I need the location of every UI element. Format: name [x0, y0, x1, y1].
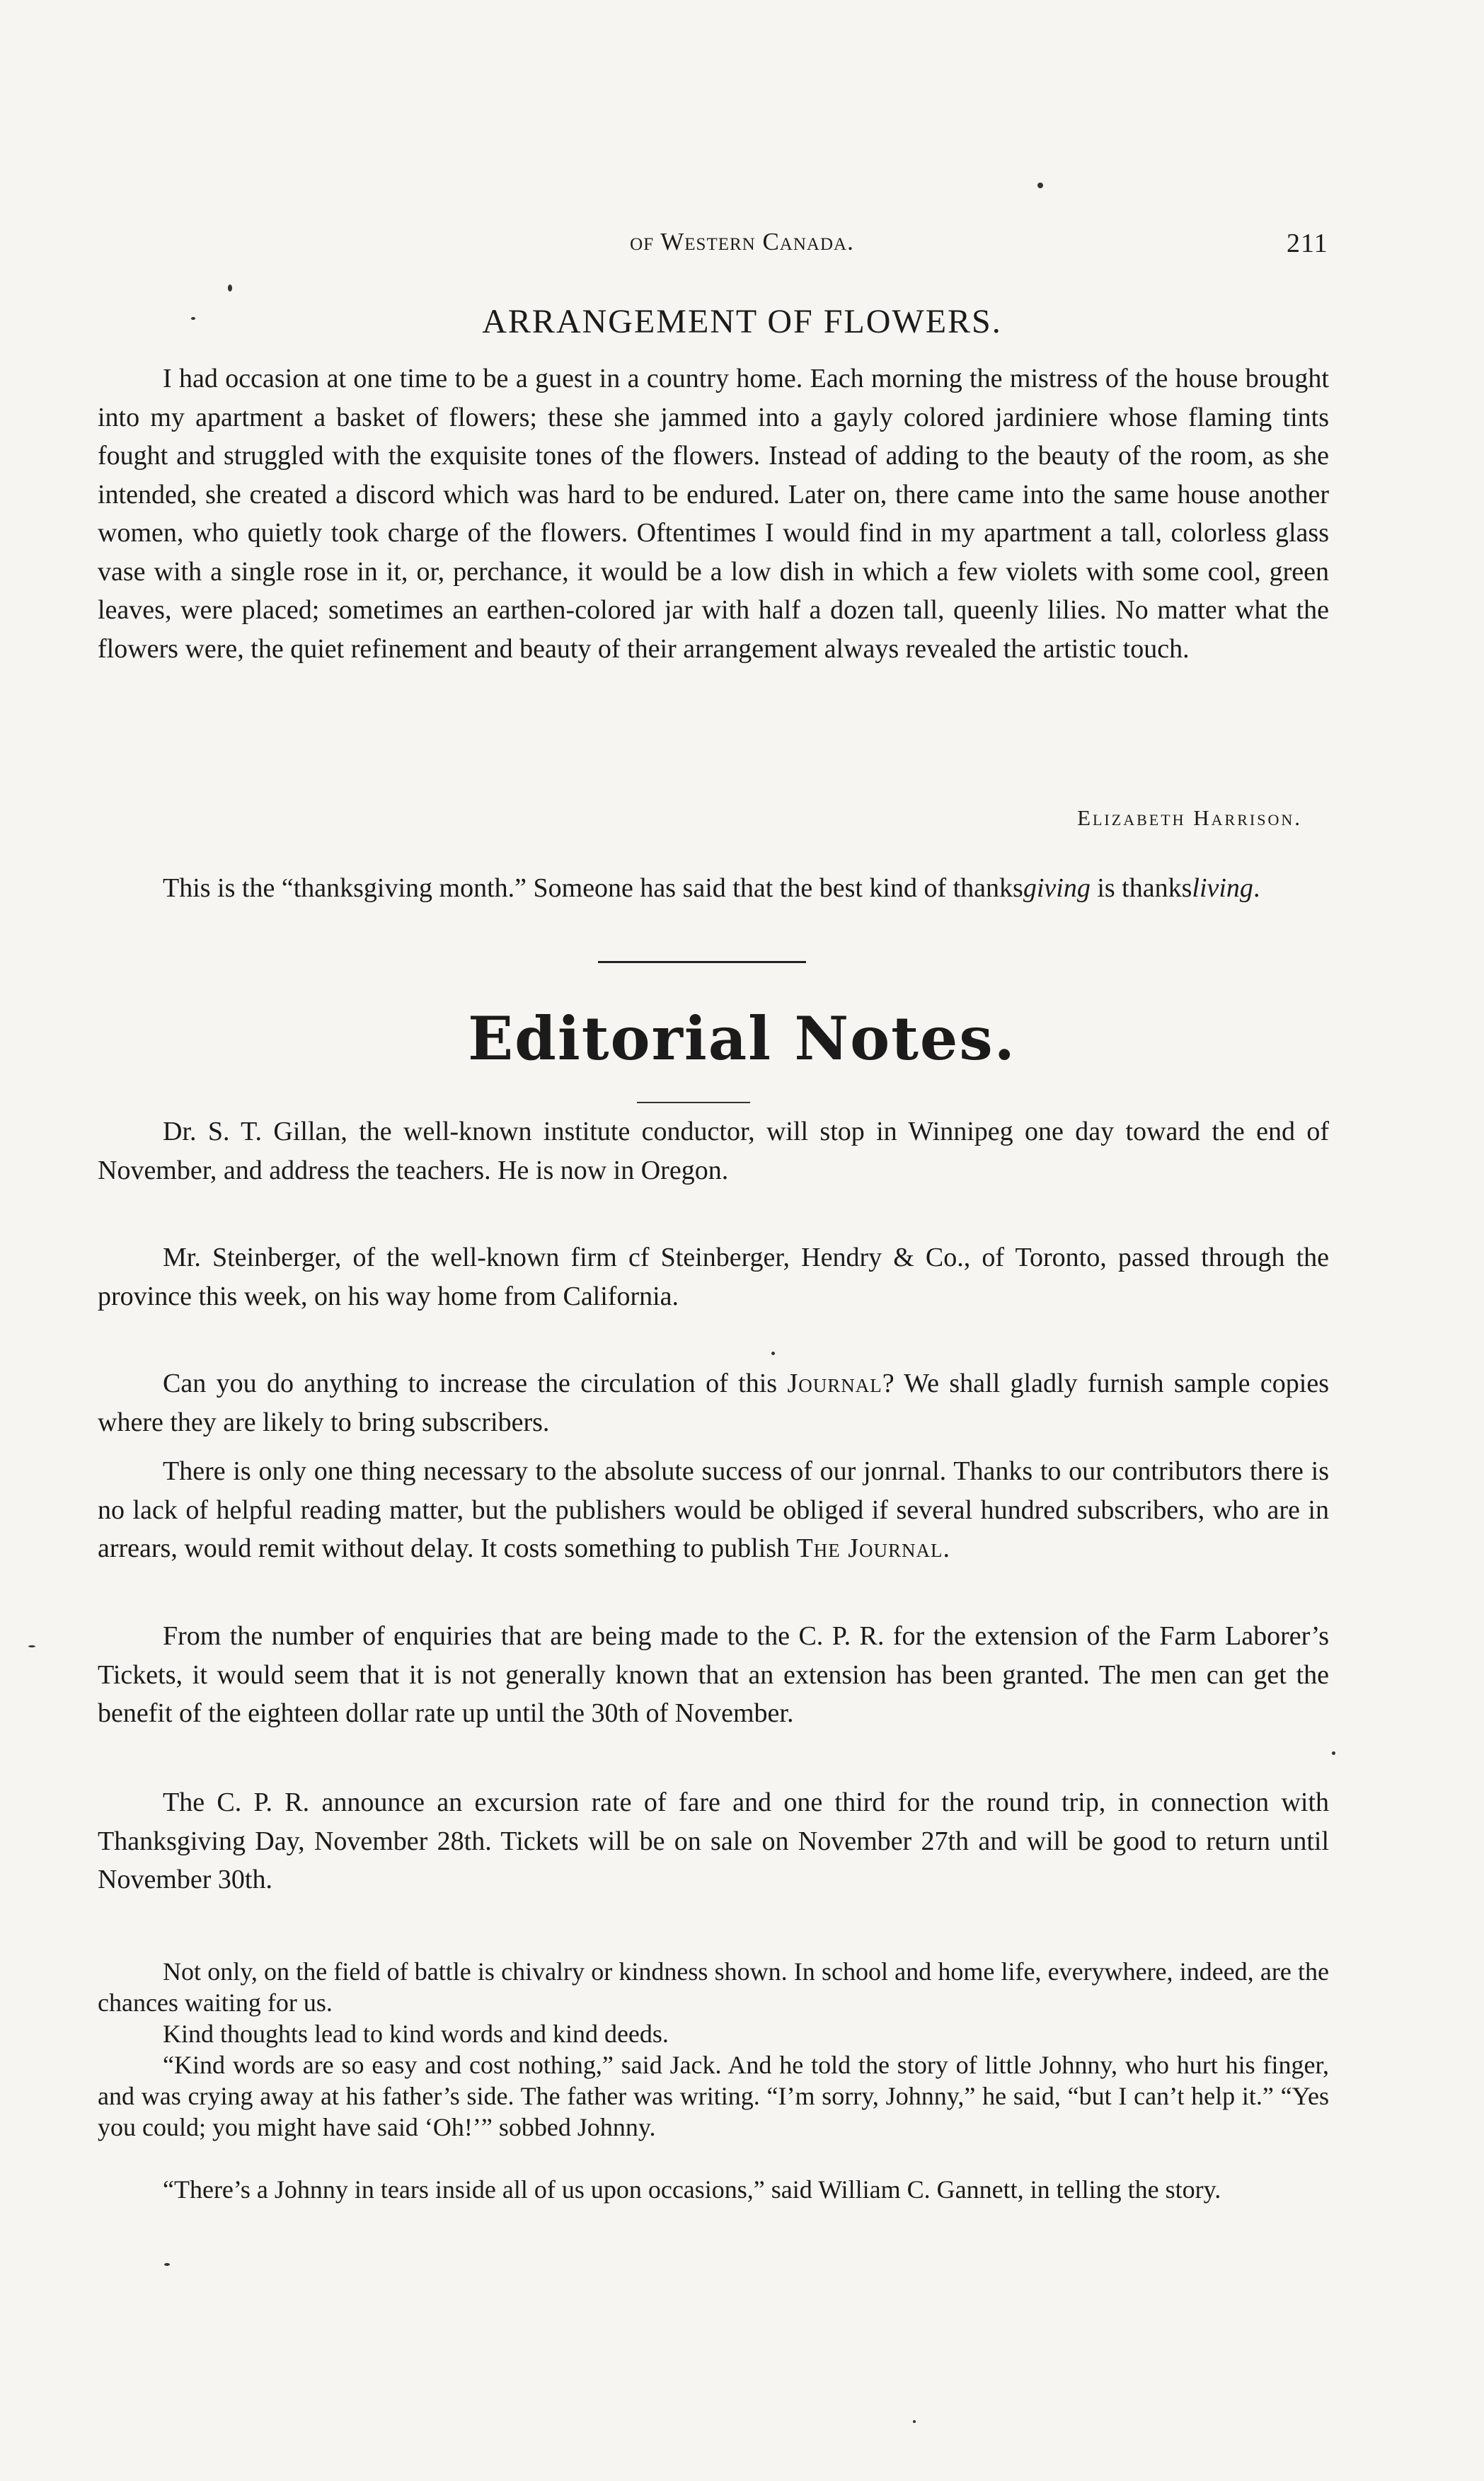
editorial-note-6: The C. P. R. announce an excursion rate of fare and one third for the round trip, in connection with Thanksgiving Day, November 28th. Tickets will be on sale on November 27th and will be good to return until November 30th.: [98, 1788, 1329, 1894]
note4-journal: The Journal: [796, 1533, 943, 1563]
scan-speck: [1332, 1751, 1335, 1755]
closing-line-1: Not only, on the field of battle is chivalry or kindness shown. In school and home life, everywhere, indeed, are the chances waiting for us.: [98, 1957, 1329, 2017]
scan-speck: [228, 284, 232, 292]
note4-text-2: .: [943, 1533, 950, 1563]
thanks-text-3: .: [1253, 873, 1260, 903]
thanksgiving-note: [98, 869, 1329, 908]
thanks-text-1: This is the “thanksgiving month.” Someone has said that the best kind of thanks: [163, 873, 1023, 903]
note4-text-1: There is only one thing necessary to the absolute success of our jonrnal. Thanks to our contributors there is no lack of helpful reading matter, but the publishers would be obliged if several hundred subscribers, who are in arrears, would remit without delay. It costs something to publish: [98, 1456, 1329, 1563]
editorial-note-5: From the number of enquiries that are being made to the C. P. R. for the extension of the Farm Laborer’s Tickets, it would seem that it is not generally known that an extension has been granted. The men can get the benefit of the eighteen dollar rate up until the 30th of November.: [98, 1621, 1329, 1728]
editorial-heading: Editorial Notes.: [468, 1003, 1016, 1073]
editorial-heading-underline: [637, 1102, 750, 1103]
closing-line-4: “There’s a Johnny in tears inside all of us upon occasions,” said William C. Gannett, in telling the story.: [163, 2175, 1221, 2204]
closing-line-2: Kind thoughts lead to kind words and kind deeds.: [163, 2020, 669, 2048]
editorial-note-2: Mr. Steinberger, of the well-known firm cf Steinberger, Hendry & Co., of Toronto, passed through the province this week, on his way home from California.: [98, 1243, 1329, 1311]
scan-speck: [771, 1352, 775, 1355]
editorial-note-4: [98, 1452, 1329, 1568]
scan-speck: [913, 2420, 916, 2423]
scan-speck: [1037, 183, 1043, 188]
page-number: 211: [1287, 229, 1328, 258]
section-divider: [598, 961, 806, 963]
thanks-italic-living: living: [1192, 873, 1253, 903]
running-title: of Western Canada.: [630, 228, 854, 255]
article-body: I had occasion at one time to be a guest in a country home. Each morning the mistress of the house brought into my apartment a basket of flowers; these she jammed into a gayly colored jardiniere whose flaming tints fought and struggled with the exquisite tones of the flowers. Instead of adding to the beauty of the room, as she intended, she created a discord which was hard to be endured. Later on, there came into the same house another women, who quietly took charge of the flowers. Oftentimes I would find in my apartment a tall, colorless glass vase with a single rose in it, or, perchance, it would be a low dish in which a few violets with some cool, green leaves, were placed; sometimes an earthen-colored jar with half a dozen tall, queenly lilies. No matter what the flowers were, the quiet refinement and beauty of their arrangement always revealed the artistic touch.: [98, 364, 1329, 664]
scan-speck: [164, 2263, 170, 2266]
article-signature: Elizabeth Harrison.: [1077, 805, 1302, 830]
thanks-italic-giving: giving: [1023, 873, 1091, 903]
scan-speck: [28, 1645, 35, 1647]
note3-text-1: Can you do anything to increase the circulation of this: [163, 1369, 788, 1398]
scan-speck: [191, 317, 195, 320]
thanks-text-2: is thanks: [1090, 873, 1192, 903]
editorial-note-3: [98, 1364, 1329, 1441]
editorial-note-1: Dr. S. T. Gillan, the well-known institute conductor, will stop in Winnipeg one day toward the end of November, and address the teachers. He is now in Oregon.: [98, 1117, 1329, 1185]
note3-text-2: ? We shall gladly furnish sample copies where they are likely to bring subscribers.: [98, 1369, 1329, 1437]
note3-journal: Journal: [787, 1369, 882, 1398]
closing-line-3: “Kind words are so easy and cost nothing,” said Jack. And he told the story of little Johnny, who hurt his finger, and was crying away at his father’s side. The father was writing. “I’m sorry, Johnny,” he said, “but I can’t help it.” “Yes you could; you might have said ‘Oh!’” sobbed Johnny.: [98, 2051, 1329, 2141]
article-heading: ARRANGEMENT OF FLOWERS.: [482, 303, 1002, 340]
